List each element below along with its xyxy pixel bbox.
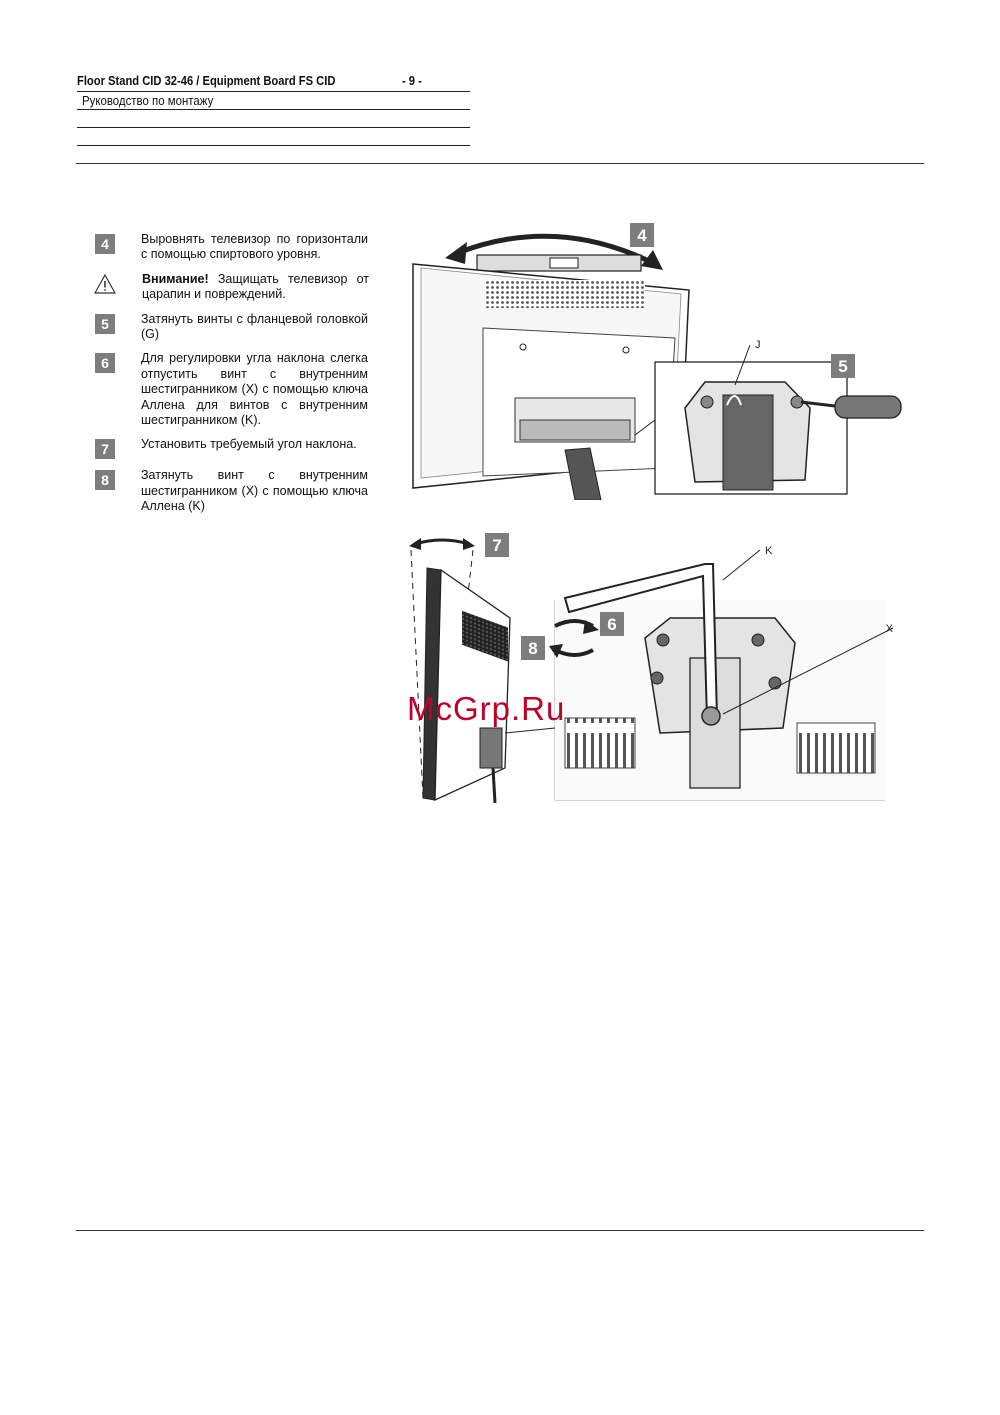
step-text: Для регулировки угла наклона слегка отпустить винт с внутренним шестигранником (X) с помощью ключа Аллена для винтов с внутренним шестигранником (K). <box>141 351 368 428</box>
step-text: Установить требуемый угол наклона. <box>141 437 357 452</box>
document-title: Floor Stand CID 32-46 / Equipment Board FS CID <box>77 73 336 88</box>
header-rule <box>77 145 470 146</box>
step-warning <box>95 272 370 303</box>
figure-label: 6 <box>607 615 617 634</box>
step-text: Выровнять телевизор по горизонтали с помощью спиртового уровня. <box>141 232 368 262</box>
step-8 <box>95 468 370 514</box>
step-6 <box>95 351 370 428</box>
callout-label: X <box>885 623 893 635</box>
step-7 <box>95 437 370 459</box>
figure-label: 8 <box>528 639 538 658</box>
header-separator <box>76 163 924 164</box>
footer-rule <box>76 1230 924 1231</box>
step-5 <box>95 312 370 343</box>
document-subtitle: Руководство по монтажу <box>82 93 214 108</box>
step-text: Затянуть винт с внутренним шестигранником (X) с помощью ключа Аллена (K) <box>141 468 368 514</box>
callout-label: J <box>755 339 761 351</box>
step-badge: 6 <box>95 353 115 373</box>
step-badge: 7 <box>95 439 115 459</box>
warning-label: Внимание! <box>142 271 209 286</box>
figure-level-and-tighten <box>405 220 925 500</box>
warning-icon <box>94 274 116 294</box>
callout-label: K <box>765 545 773 557</box>
page-number: - 9 - <box>401 73 422 88</box>
figure-tilt-adjust <box>405 528 895 808</box>
step-badge: 4 <box>95 234 115 254</box>
header-rule <box>77 127 470 128</box>
page-header <box>77 72 470 90</box>
instruction-steps <box>95 232 370 524</box>
step-text: Внимание! Защищать телевизор от царапин и повреждений. <box>142 271 369 302</box>
figure-label: 5 <box>838 357 848 376</box>
header-rule <box>77 109 470 110</box>
header-rule <box>77 91 470 92</box>
step-4 <box>95 232 370 263</box>
step-badge: 8 <box>95 470 115 490</box>
figure-label: 7 <box>492 536 502 555</box>
step-badge: 5 <box>95 314 115 334</box>
figure-label: 4 <box>637 226 647 245</box>
watermark: McGrp.Ru <box>407 690 566 727</box>
step-text: Затянуть винты с фланцевой головкой (G) <box>141 311 368 342</box>
